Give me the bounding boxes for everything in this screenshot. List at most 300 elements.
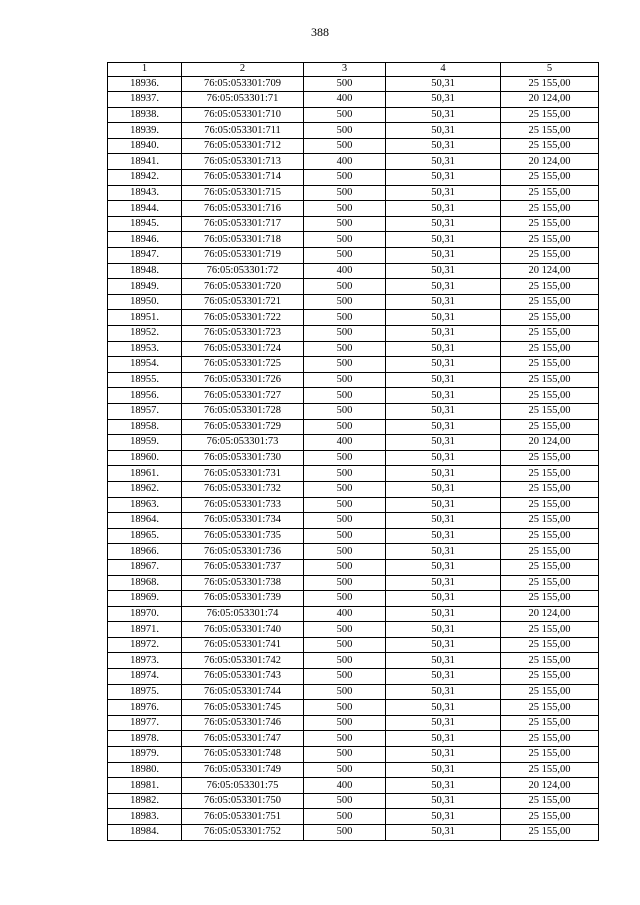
area-cell: 500 xyxy=(304,185,386,201)
rate-cell: 50,31 xyxy=(386,201,501,217)
rate-cell: 50,31 xyxy=(386,466,501,482)
area-cell: 500 xyxy=(304,107,386,123)
rate-cell: 50,31 xyxy=(386,357,501,373)
rate-cell: 50,31 xyxy=(386,232,501,248)
cadastral-number-cell: 76:05:053301:747 xyxy=(182,731,304,747)
cadastral-number-cell: 76:05:053301:739 xyxy=(182,591,304,607)
amount-cell: 25 155,00 xyxy=(501,513,599,529)
rate-cell: 50,31 xyxy=(386,684,501,700)
row-number-cell: 18970. xyxy=(108,606,182,622)
table-row xyxy=(108,731,599,747)
rate-cell: 50,31 xyxy=(386,544,501,560)
amount-cell: 25 155,00 xyxy=(501,481,599,497)
row-number-cell: 18977. xyxy=(108,715,182,731)
area-cell: 500 xyxy=(304,762,386,778)
row-number-cell: 18950. xyxy=(108,294,182,310)
rate-cell: 50,31 xyxy=(386,76,501,92)
area-cell: 400 xyxy=(304,92,386,108)
area-cell: 500 xyxy=(304,591,386,607)
rate-cell: 50,31 xyxy=(386,762,501,778)
row-number-cell: 18945. xyxy=(108,216,182,232)
row-number-cell: 18964. xyxy=(108,513,182,529)
rate-cell: 50,31 xyxy=(386,154,501,170)
table-row xyxy=(108,653,599,669)
area-cell: 500 xyxy=(304,388,386,404)
table-row xyxy=(108,793,599,809)
rate-cell: 50,31 xyxy=(386,92,501,108)
rate-cell: 50,31 xyxy=(386,606,501,622)
amount-cell: 25 155,00 xyxy=(501,107,599,123)
row-number-cell: 18938. xyxy=(108,107,182,123)
rate-cell: 50,31 xyxy=(386,185,501,201)
cadastral-number-cell: 76:05:053301:740 xyxy=(182,622,304,638)
amount-cell: 25 155,00 xyxy=(501,591,599,607)
amount-cell: 25 155,00 xyxy=(501,622,599,638)
amount-cell: 25 155,00 xyxy=(501,138,599,154)
table-row xyxy=(108,669,599,685)
area-cell: 500 xyxy=(304,715,386,731)
rate-cell: 50,31 xyxy=(386,575,501,591)
row-number-cell: 18944. xyxy=(108,201,182,217)
amount-cell: 25 155,00 xyxy=(501,419,599,435)
header-cell-1: 1 xyxy=(108,63,182,77)
rate-cell: 50,31 xyxy=(386,170,501,186)
area-cell: 500 xyxy=(304,466,386,482)
rate-cell: 50,31 xyxy=(386,653,501,669)
cadastral-number-cell: 76:05:053301:73 xyxy=(182,435,304,451)
table-row xyxy=(108,544,599,560)
area-cell: 500 xyxy=(304,450,386,466)
row-number-cell: 18969. xyxy=(108,591,182,607)
cadastral-number-cell: 76:05:053301:729 xyxy=(182,419,304,435)
area-cell: 500 xyxy=(304,669,386,685)
cadastral-number-cell: 76:05:053301:751 xyxy=(182,809,304,825)
row-number-cell: 18966. xyxy=(108,544,182,560)
row-number-cell: 18963. xyxy=(108,497,182,513)
table-row xyxy=(108,294,599,310)
table-row xyxy=(108,357,599,373)
table-row xyxy=(108,201,599,217)
cadastral-number-cell: 76:05:053301:737 xyxy=(182,559,304,575)
cadastral-number-cell: 76:05:053301:716 xyxy=(182,201,304,217)
table-row xyxy=(108,825,599,841)
amount-cell: 20 124,00 xyxy=(501,92,599,108)
table-row xyxy=(108,388,599,404)
table-row xyxy=(108,232,599,248)
area-cell: 500 xyxy=(304,793,386,809)
cadastral-number-cell: 76:05:053301:720 xyxy=(182,279,304,295)
rate-cell: 50,31 xyxy=(386,216,501,232)
area-cell: 500 xyxy=(304,700,386,716)
table-row xyxy=(108,778,599,794)
table-row xyxy=(108,809,599,825)
table-row xyxy=(108,107,599,123)
cadastral-number-cell: 76:05:053301:715 xyxy=(182,185,304,201)
amount-cell: 25 155,00 xyxy=(501,559,599,575)
amount-cell: 25 155,00 xyxy=(501,528,599,544)
area-cell: 500 xyxy=(304,123,386,139)
amount-cell: 20 124,00 xyxy=(501,263,599,279)
header-row xyxy=(108,63,599,77)
cadastral-number-cell: 76:05:053301:748 xyxy=(182,747,304,763)
area-cell: 400 xyxy=(304,154,386,170)
cadastral-number-cell: 76:05:053301:724 xyxy=(182,341,304,357)
table-row xyxy=(108,762,599,778)
row-number-cell: 18940. xyxy=(108,138,182,154)
amount-cell: 25 155,00 xyxy=(501,279,599,295)
table-row xyxy=(108,326,599,342)
table-row xyxy=(108,700,599,716)
rate-cell: 50,31 xyxy=(386,747,501,763)
row-number-cell: 18954. xyxy=(108,357,182,373)
row-number-cell: 18956. xyxy=(108,388,182,404)
cadastral-number-cell: 76:05:053301:714 xyxy=(182,170,304,186)
row-number-cell: 18939. xyxy=(108,123,182,139)
amount-cell: 25 155,00 xyxy=(501,466,599,482)
amount-cell: 25 155,00 xyxy=(501,575,599,591)
table-row xyxy=(108,466,599,482)
area-cell: 500 xyxy=(304,575,386,591)
cadastral-number-cell: 76:05:053301:745 xyxy=(182,700,304,716)
area-cell: 500 xyxy=(304,528,386,544)
rate-cell: 50,31 xyxy=(386,793,501,809)
area-cell: 500 xyxy=(304,310,386,326)
table-row xyxy=(108,279,599,295)
cadastral-number-cell: 76:05:053301:75 xyxy=(182,778,304,794)
cadastral-number-cell: 76:05:053301:711 xyxy=(182,123,304,139)
rate-cell: 50,31 xyxy=(386,637,501,653)
rate-cell: 50,31 xyxy=(386,497,501,513)
table-body xyxy=(108,76,599,840)
table-row xyxy=(108,528,599,544)
rate-cell: 50,31 xyxy=(386,513,501,529)
rate-cell: 50,31 xyxy=(386,700,501,716)
table-row xyxy=(108,310,599,326)
rate-cell: 50,31 xyxy=(386,326,501,342)
rate-cell: 50,31 xyxy=(386,388,501,404)
row-number-cell: 18965. xyxy=(108,528,182,544)
table-row xyxy=(108,481,599,497)
table-row xyxy=(108,248,599,264)
area-cell: 500 xyxy=(304,419,386,435)
cadastral-number-cell: 76:05:053301:746 xyxy=(182,715,304,731)
table-row xyxy=(108,372,599,388)
rate-cell: 50,31 xyxy=(386,481,501,497)
cadastral-number-cell: 76:05:053301:744 xyxy=(182,684,304,700)
table-row xyxy=(108,216,599,232)
cadastral-number-cell: 76:05:053301:735 xyxy=(182,528,304,544)
table-row xyxy=(108,715,599,731)
area-cell: 500 xyxy=(304,326,386,342)
rate-cell: 50,31 xyxy=(386,310,501,326)
amount-cell: 25 155,00 xyxy=(501,326,599,342)
table-row xyxy=(108,497,599,513)
cadastral-number-cell: 76:05:053301:721 xyxy=(182,294,304,310)
table-row xyxy=(108,575,599,591)
rate-cell: 50,31 xyxy=(386,809,501,825)
area-cell: 500 xyxy=(304,497,386,513)
cadastral-number-cell: 76:05:053301:719 xyxy=(182,248,304,264)
cadastral-number-cell: 76:05:053301:736 xyxy=(182,544,304,560)
row-number-cell: 18951. xyxy=(108,310,182,326)
cadastral-number-cell: 76:05:053301:749 xyxy=(182,762,304,778)
row-number-cell: 18973. xyxy=(108,653,182,669)
rate-cell: 50,31 xyxy=(386,279,501,295)
table-row xyxy=(108,138,599,154)
cadastral-number-cell: 76:05:053301:709 xyxy=(182,76,304,92)
cadastral-number-cell: 76:05:053301:726 xyxy=(182,372,304,388)
table-row xyxy=(108,263,599,279)
row-number-cell: 18968. xyxy=(108,575,182,591)
rate-cell: 50,31 xyxy=(386,559,501,575)
amount-cell: 25 155,00 xyxy=(501,762,599,778)
page-number: 388 xyxy=(311,25,329,39)
row-number-cell: 18946. xyxy=(108,232,182,248)
area-cell: 500 xyxy=(304,684,386,700)
cadastral-number-cell: 76:05:053301:722 xyxy=(182,310,304,326)
area-cell: 500 xyxy=(304,76,386,92)
rate-cell: 50,31 xyxy=(386,825,501,841)
table-row xyxy=(108,684,599,700)
table-row xyxy=(108,419,599,435)
table-row xyxy=(108,185,599,201)
row-number-cell: 18972. xyxy=(108,637,182,653)
row-number-cell: 18949. xyxy=(108,279,182,295)
row-number-cell: 18983. xyxy=(108,809,182,825)
cadastral-number-cell: 76:05:053301:710 xyxy=(182,107,304,123)
rate-cell: 50,31 xyxy=(386,341,501,357)
amount-cell: 25 155,00 xyxy=(501,341,599,357)
rate-cell: 50,31 xyxy=(386,107,501,123)
rate-cell: 50,31 xyxy=(386,263,501,279)
area-cell: 500 xyxy=(304,341,386,357)
table-row xyxy=(108,513,599,529)
row-number-cell: 18952. xyxy=(108,326,182,342)
amount-cell: 25 155,00 xyxy=(501,170,599,186)
cadastral-number-cell: 76:05:053301:752 xyxy=(182,825,304,841)
amount-cell: 25 155,00 xyxy=(501,700,599,716)
area-cell: 500 xyxy=(304,544,386,560)
area-cell: 500 xyxy=(304,653,386,669)
amount-cell: 25 155,00 xyxy=(501,793,599,809)
area-cell: 500 xyxy=(304,747,386,763)
amount-cell: 25 155,00 xyxy=(501,201,599,217)
area-cell: 500 xyxy=(304,201,386,217)
table-row xyxy=(108,92,599,108)
area-cell: 500 xyxy=(304,513,386,529)
amount-cell: 25 155,00 xyxy=(501,123,599,139)
area-cell: 500 xyxy=(304,232,386,248)
table-row xyxy=(108,123,599,139)
row-number-cell: 18937. xyxy=(108,92,182,108)
table-row xyxy=(108,76,599,92)
area-cell: 500 xyxy=(304,357,386,373)
amount-cell: 20 124,00 xyxy=(501,435,599,451)
row-number-cell: 18955. xyxy=(108,372,182,388)
row-number-cell: 18947. xyxy=(108,248,182,264)
amount-cell: 25 155,00 xyxy=(501,669,599,685)
rate-cell: 50,31 xyxy=(386,715,501,731)
rate-cell: 50,31 xyxy=(386,138,501,154)
cadastral-number-cell: 76:05:053301:717 xyxy=(182,216,304,232)
amount-cell: 25 155,00 xyxy=(501,248,599,264)
amount-cell: 25 155,00 xyxy=(501,310,599,326)
amount-cell: 20 124,00 xyxy=(501,778,599,794)
cadastral-number-cell: 76:05:053301:72 xyxy=(182,263,304,279)
amount-cell: 25 155,00 xyxy=(501,185,599,201)
row-number-cell: 18941. xyxy=(108,154,182,170)
area-cell: 500 xyxy=(304,481,386,497)
cadastral-number-cell: 76:05:053301:741 xyxy=(182,637,304,653)
table-row xyxy=(108,341,599,357)
amount-cell: 25 155,00 xyxy=(501,450,599,466)
table-row xyxy=(108,559,599,575)
area-cell: 500 xyxy=(304,372,386,388)
row-number-cell: 18981. xyxy=(108,778,182,794)
amount-cell: 20 124,00 xyxy=(501,606,599,622)
area-cell: 500 xyxy=(304,809,386,825)
row-number-cell: 18974. xyxy=(108,669,182,685)
cadastral-number-cell: 76:05:053301:71 xyxy=(182,92,304,108)
rate-cell: 50,31 xyxy=(386,731,501,747)
rate-cell: 50,31 xyxy=(386,294,501,310)
amount-cell: 25 155,00 xyxy=(501,372,599,388)
cadastral-number-cell: 76:05:053301:718 xyxy=(182,232,304,248)
rate-cell: 50,31 xyxy=(386,591,501,607)
amount-cell: 25 155,00 xyxy=(501,715,599,731)
rate-cell: 50,31 xyxy=(386,778,501,794)
header-cell-4: 4 xyxy=(386,63,501,77)
area-cell: 500 xyxy=(304,170,386,186)
amount-cell: 25 155,00 xyxy=(501,825,599,841)
area-cell: 500 xyxy=(304,279,386,295)
row-number-cell: 18962. xyxy=(108,481,182,497)
area-cell: 500 xyxy=(304,294,386,310)
area-cell: 400 xyxy=(304,263,386,279)
amount-cell: 25 155,00 xyxy=(501,684,599,700)
area-cell: 500 xyxy=(304,637,386,653)
table-row xyxy=(108,606,599,622)
table-row xyxy=(108,622,599,638)
area-cell: 500 xyxy=(304,403,386,419)
rate-cell: 50,31 xyxy=(386,372,501,388)
table-row xyxy=(108,154,599,170)
cadastral-number-cell: 76:05:053301:750 xyxy=(182,793,304,809)
amount-cell: 25 155,00 xyxy=(501,388,599,404)
table-row xyxy=(108,591,599,607)
row-number-cell: 18961. xyxy=(108,466,182,482)
row-number-cell: 18943. xyxy=(108,185,182,201)
amount-cell: 25 155,00 xyxy=(501,357,599,373)
row-number-cell: 18948. xyxy=(108,263,182,279)
cadastral-number-cell: 76:05:053301:738 xyxy=(182,575,304,591)
amount-cell: 25 155,00 xyxy=(501,653,599,669)
cadastral-number-cell: 76:05:053301:743 xyxy=(182,669,304,685)
row-number-cell: 18967. xyxy=(108,559,182,575)
row-number-cell: 18978. xyxy=(108,731,182,747)
row-number-cell: 18982. xyxy=(108,793,182,809)
rate-cell: 50,31 xyxy=(386,419,501,435)
amount-cell: 25 155,00 xyxy=(501,232,599,248)
data-table xyxy=(107,62,599,841)
rate-cell: 50,31 xyxy=(386,123,501,139)
cadastral-number-cell: 76:05:053301:725 xyxy=(182,357,304,373)
rate-cell: 50,31 xyxy=(386,248,501,264)
area-cell: 500 xyxy=(304,216,386,232)
header-cell-2: 2 xyxy=(182,63,304,77)
amount-cell: 25 155,00 xyxy=(501,747,599,763)
cadastral-number-cell: 76:05:053301:713 xyxy=(182,154,304,170)
header-cell-3: 3 xyxy=(304,63,386,77)
cadastral-number-cell: 76:05:053301:731 xyxy=(182,466,304,482)
table-row xyxy=(108,403,599,419)
amount-cell: 25 155,00 xyxy=(501,731,599,747)
cadastral-number-cell: 76:05:053301:723 xyxy=(182,326,304,342)
rate-cell: 50,31 xyxy=(386,450,501,466)
area-cell: 500 xyxy=(304,559,386,575)
cadastral-number-cell: 76:05:053301:727 xyxy=(182,388,304,404)
amount-cell: 25 155,00 xyxy=(501,216,599,232)
area-cell: 500 xyxy=(304,138,386,154)
rate-cell: 50,31 xyxy=(386,435,501,451)
cadastral-number-cell: 76:05:053301:732 xyxy=(182,481,304,497)
rate-cell: 50,31 xyxy=(386,669,501,685)
table-row xyxy=(108,435,599,451)
cadastral-number-cell: 76:05:053301:742 xyxy=(182,653,304,669)
cadastral-number-cell: 76:05:053301:730 xyxy=(182,450,304,466)
area-cell: 500 xyxy=(304,825,386,841)
rate-cell: 50,31 xyxy=(386,622,501,638)
row-number-cell: 18979. xyxy=(108,747,182,763)
table-row xyxy=(108,637,599,653)
amount-cell: 25 155,00 xyxy=(501,809,599,825)
amount-cell: 25 155,00 xyxy=(501,76,599,92)
row-number-cell: 18958. xyxy=(108,419,182,435)
table-row xyxy=(108,450,599,466)
rate-cell: 50,31 xyxy=(386,528,501,544)
row-number-cell: 18942. xyxy=(108,170,182,186)
amount-cell: 25 155,00 xyxy=(501,294,599,310)
row-number-cell: 18960. xyxy=(108,450,182,466)
cadastral-number-cell: 76:05:053301:712 xyxy=(182,138,304,154)
row-number-cell: 18976. xyxy=(108,700,182,716)
row-number-cell: 18957. xyxy=(108,403,182,419)
area-cell: 500 xyxy=(304,622,386,638)
row-number-cell: 18980. xyxy=(108,762,182,778)
row-number-cell: 18975. xyxy=(108,684,182,700)
row-number-cell: 18959. xyxy=(108,435,182,451)
area-cell: 500 xyxy=(304,731,386,747)
amount-cell: 25 155,00 xyxy=(501,403,599,419)
table-header xyxy=(108,63,599,77)
table-row xyxy=(108,170,599,186)
header-cell-5: 5 xyxy=(501,63,599,77)
rate-cell: 50,31 xyxy=(386,403,501,419)
row-number-cell: 18953. xyxy=(108,341,182,357)
area-cell: 400 xyxy=(304,778,386,794)
amount-cell: 25 155,00 xyxy=(501,544,599,560)
table-row xyxy=(108,747,599,763)
amount-cell: 20 124,00 xyxy=(501,154,599,170)
cadastral-number-cell: 76:05:053301:728 xyxy=(182,403,304,419)
area-cell: 500 xyxy=(304,248,386,264)
area-cell: 400 xyxy=(304,606,386,622)
amount-cell: 25 155,00 xyxy=(501,637,599,653)
row-number-cell: 18971. xyxy=(108,622,182,638)
area-cell: 400 xyxy=(304,435,386,451)
amount-cell: 25 155,00 xyxy=(501,497,599,513)
cadastral-number-cell: 76:05:053301:734 xyxy=(182,513,304,529)
